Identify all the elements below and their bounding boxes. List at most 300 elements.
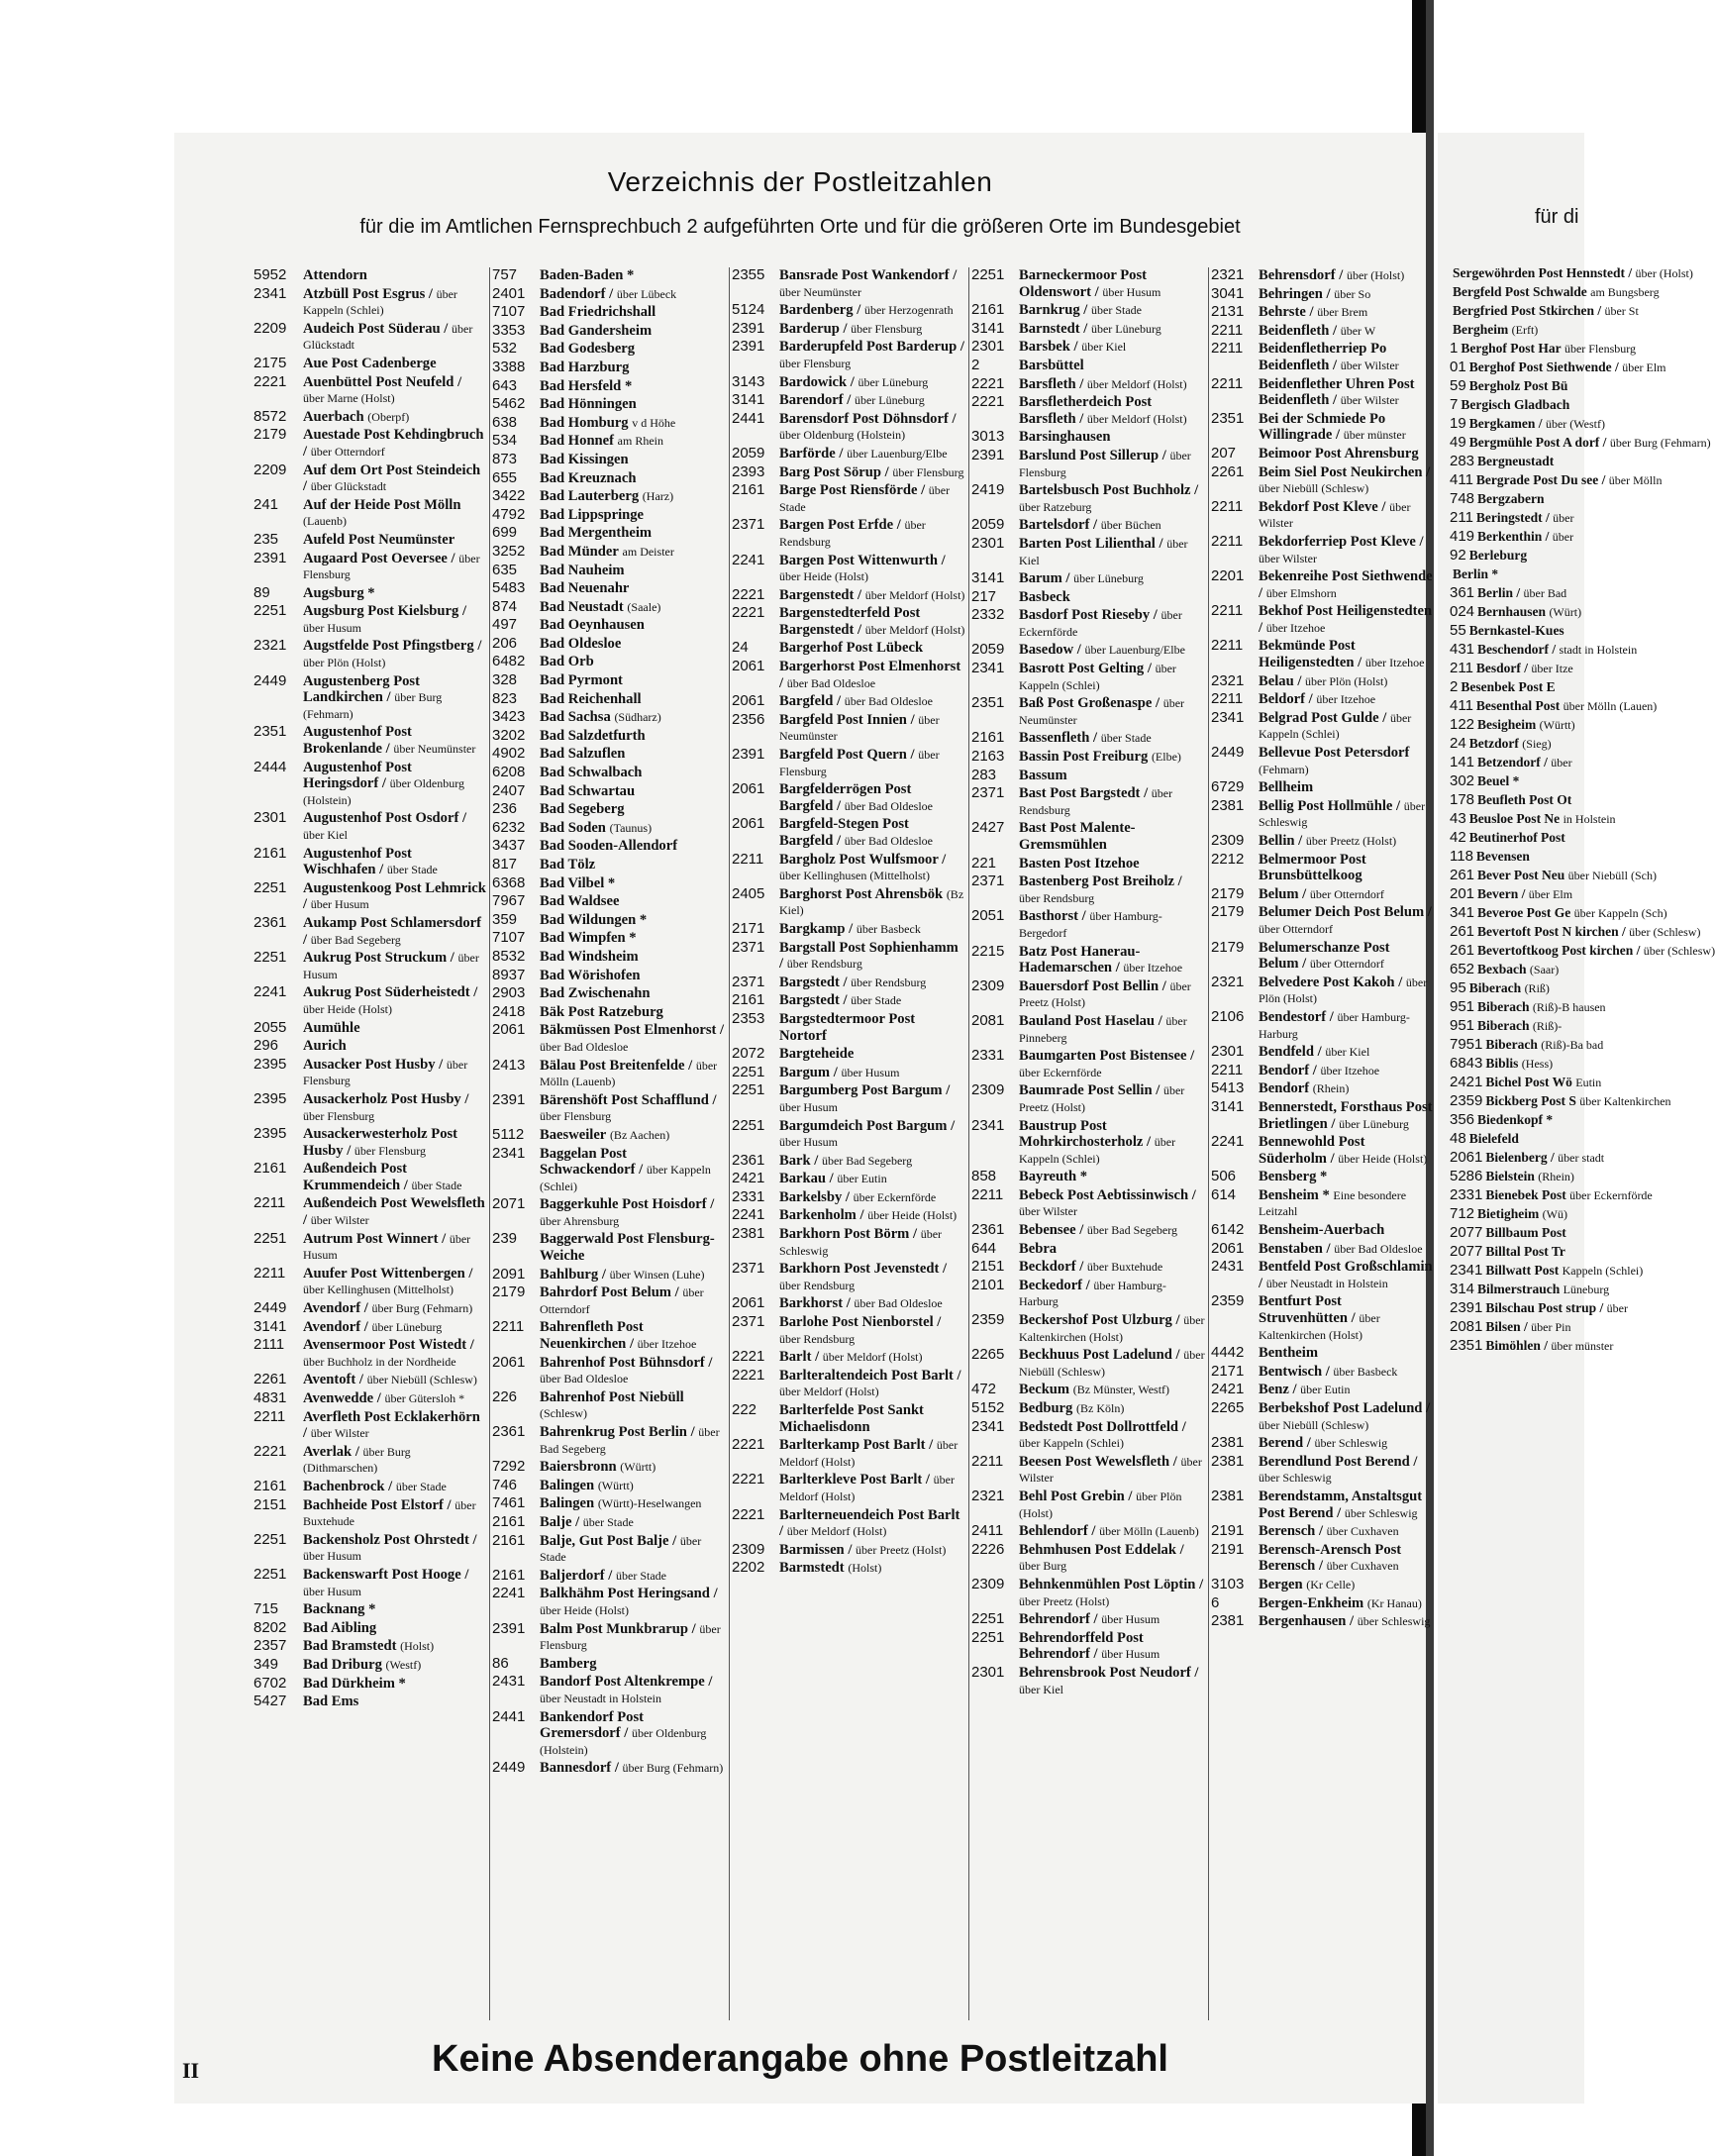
postal-code: 2059	[971, 516, 1005, 534]
place-note: (Schlesw)	[540, 1406, 587, 1421]
place-name: Bergneustadt	[1477, 454, 1555, 468]
place-name: Bast Post Malente-Gremsmühlen	[1019, 820, 1136, 853]
postal-code: 2071	[492, 1195, 526, 1213]
list-item	[490, 672, 726, 689]
place-note: über Husum	[303, 1231, 471, 1263]
place-name: Bernhausen	[1477, 604, 1547, 619]
place-note: (Elbe)	[1151, 750, 1181, 765]
place-name: Beusloe Post Ne	[1468, 811, 1561, 826]
place-note: über Winsen (Luhe)	[609, 1267, 705, 1282]
place-note: über Husum	[303, 951, 479, 981]
place-name: Bad Mergentheim	[540, 525, 653, 542]
list-item	[1209, 267, 1433, 284]
postal-code: 4792	[492, 505, 526, 523]
place-name: Bensheim-Auerbach	[1259, 1222, 1385, 1239]
place-note: am Rhein	[617, 434, 663, 449]
place-note: über Schleswig	[1357, 1614, 1431, 1629]
list-item	[1209, 1400, 1433, 1433]
postal-code: 2241	[253, 983, 287, 1001]
list-item	[490, 359, 726, 376]
place-note: über münster	[1343, 428, 1406, 443]
postal-code: 302	[1450, 772, 1475, 789]
list-item	[490, 930, 726, 947]
place-note: über Meldorf (Holst)	[779, 1473, 955, 1503]
list-item	[252, 1567, 486, 1599]
postal-code: 6208	[492, 764, 526, 781]
postal-code: 2393	[732, 462, 765, 480]
place-name: Bergenhausen /	[1259, 1613, 1355, 1630]
place-name: Bad Harzburg	[540, 359, 630, 375]
place-note: über Kiel	[1019, 1682, 1063, 1696]
place-note: (Erft)	[1511, 323, 1539, 337]
list-item	[969, 1048, 1205, 1080]
list-item	[252, 356, 486, 372]
place-note: über Eckernförde	[1019, 1065, 1102, 1079]
postal-code: 2431	[492, 1673, 526, 1691]
list-item	[1450, 736, 1584, 752]
postal-code: 2251	[253, 1565, 287, 1583]
place-name: Beidenflether Uhren Post Beidenfleth /	[1259, 375, 1415, 409]
list-item	[969, 1400, 1205, 1417]
place-note: (Südharz)	[614, 710, 661, 725]
place-note: über Hamburg-Harburg	[1259, 1009, 1410, 1041]
place-note: über Burg (Fehmarn)	[622, 1761, 724, 1776]
list-item	[490, 396, 726, 413]
place-name: Augsburg *	[303, 584, 375, 601]
postal-code: 2421	[732, 1170, 765, 1187]
place-note: über Wilster	[1259, 551, 1317, 565]
list-item	[252, 846, 486, 878]
place-name: Bekmünde Post Heiligenstedten /	[1259, 638, 1362, 671]
place-note: Eine besondere Leitzahl	[1259, 1187, 1407, 1219]
place-note: über Elmshorn	[1265, 585, 1337, 600]
list-item	[1209, 1293, 1433, 1343]
place-note: über Kappeln (Sch)	[1573, 906, 1667, 920]
place-name: Barförde /	[779, 445, 844, 462]
list-item	[1450, 378, 1584, 394]
place-note: über Husum	[1101, 1612, 1160, 1627]
postal-code: 2251	[971, 1628, 1005, 1646]
postal-code: 757	[492, 266, 518, 283]
place-note: (Oberpf)	[367, 409, 410, 424]
list-item	[730, 1065, 965, 1081]
postal-code: 2179	[1211, 884, 1245, 902]
postal-code: 2215	[971, 942, 1005, 960]
place-name: Ausackerholz Post Husby /	[303, 1090, 469, 1107]
place-note: über Husum	[779, 1099, 838, 1114]
place-note: über Wilster	[310, 1426, 369, 1441]
postal-code: 2381	[1211, 1612, 1245, 1630]
list-item	[1450, 998, 1606, 1015]
place-name: Biberach	[1468, 980, 1522, 995]
postal-code: 43	[1450, 810, 1466, 827]
list-item	[252, 1319, 486, 1336]
place-note: über Schleswig	[1344, 1505, 1418, 1520]
list-item	[730, 693, 965, 710]
postal-code: 2221	[253, 372, 287, 390]
list-item	[490, 820, 726, 837]
place-name: Bargstedtermoor Post Nortorf	[779, 1010, 916, 1044]
place-note: (Riß)-B hausen	[1532, 1000, 1606, 1014]
postal-code: 3388	[492, 358, 526, 375]
place-name: Bentfeld Post Großschlamin /	[1259, 1259, 1433, 1291]
list-item	[252, 984, 486, 1017]
place-name: Barlohe Post Nienborstel /	[779, 1314, 942, 1331]
place-name: Barlt /	[779, 1349, 820, 1366]
list-item	[1209, 710, 1433, 743]
place-name: Beckhuus Post Ladelund /	[1019, 1347, 1180, 1364]
place-name: Betzendorf /	[1477, 755, 1548, 770]
postal-code: 2211	[1211, 340, 1244, 358]
place-name: Bargum /	[779, 1064, 838, 1080]
postal-code: 6843	[1450, 1055, 1483, 1072]
postal-code: 2341	[253, 284, 287, 302]
place-note: über Itze	[1531, 662, 1573, 675]
postal-code: 211	[1450, 660, 1473, 676]
list-item	[969, 642, 1205, 659]
list-item	[969, 570, 1205, 587]
place-name: Bad Honnef	[540, 433, 615, 450]
place-note: über Rendsburg	[851, 975, 927, 989]
list-item	[730, 640, 965, 657]
place-name: Bellheim	[1259, 779, 1314, 796]
place-note: über Meldorf (Holst)	[1086, 411, 1187, 426]
place-name: Bad Münder	[540, 543, 619, 560]
place-note: über Stade	[411, 1178, 462, 1192]
place-name: Bienebek Post	[1485, 1187, 1566, 1202]
place-name: Barendorf /	[779, 392, 852, 409]
postal-code: 2449	[253, 671, 287, 689]
place-note: über Mölln (Lauen)	[1563, 699, 1658, 713]
place-name: Bartelsbusch Post Buchholz /	[1019, 482, 1199, 499]
list-item	[1450, 303, 1639, 319]
place-name: Bassenfleth /	[1019, 730, 1098, 747]
list-item	[1450, 867, 1657, 883]
postal-code: 6142	[1211, 1221, 1245, 1239]
postal-code: 2221	[253, 1442, 287, 1460]
place-name: Bickberg Post S	[1485, 1093, 1576, 1108]
list-item	[490, 599, 726, 616]
place-name: Barlterkamp Post Barlt /	[779, 1437, 934, 1454]
place-name: Bardowick /	[779, 373, 855, 390]
place-note: über Stade	[1100, 731, 1152, 746]
list-item	[969, 517, 1205, 534]
place-name: Belgrad Post Gulde /	[1259, 709, 1387, 726]
list-item	[1450, 1281, 1610, 1297]
list-item	[490, 452, 726, 468]
place-note: über Rendsburg	[786, 957, 862, 972]
place-name: Bad Windsheim	[540, 948, 639, 965]
place-note: über Heide (Holst)	[540, 1602, 629, 1617]
list-item	[969, 1118, 1205, 1168]
postal-code: 221	[971, 854, 997, 872]
list-item	[252, 409, 486, 426]
postal-code: 01	[1450, 359, 1466, 375]
place-note: (Kr Celle)	[1306, 1577, 1356, 1591]
place-name: Bergen-Enkheim	[1259, 1594, 1364, 1611]
place-name: Bauersdorf Post Bellin /	[1019, 977, 1166, 994]
postal-code: 2359	[1211, 1292, 1245, 1310]
place-note: über So	[1334, 286, 1371, 301]
place-note: über Glückstadt	[303, 321, 473, 353]
place-name: Bad Soden	[540, 819, 606, 836]
postal-code: 2371	[971, 873, 1005, 890]
place-note: über Meldorf (Holst)	[779, 1438, 958, 1469]
postal-code: 8532	[492, 947, 526, 965]
place-note: über Flensburg	[353, 1143, 427, 1158]
place-name: Bargerhorst Post Elmenhorst /	[779, 659, 961, 691]
place-name: Backensholz Post Ohrstedt /	[303, 1531, 477, 1548]
place-name: Aurich	[303, 1038, 347, 1055]
place-name: Außendeich Post Wewelsfleth /	[303, 1195, 485, 1229]
place-note: in Holstein	[1563, 812, 1616, 826]
postal-code: 8202	[253, 1618, 287, 1636]
place-note: über Eutin	[837, 1172, 887, 1186]
place-name: Bad Wörishofen	[540, 967, 641, 983]
postal-code: 2161	[253, 844, 287, 862]
place-name: Bad Schwartau	[540, 782, 636, 799]
list-item	[730, 267, 965, 300]
place-name: Bahrenfleth Post Neuenkirchen /	[540, 1319, 644, 1353]
list-item	[1450, 1036, 1604, 1053]
postal-code: 86	[492, 1654, 509, 1672]
place-note: über (Schlesw)	[1643, 944, 1715, 958]
place-note: über Kappeln (Schlei)	[1019, 662, 1176, 692]
postal-code: 1	[1450, 340, 1459, 357]
postal-code: 3141	[732, 391, 765, 409]
postal-code: 2341	[971, 1116, 1005, 1134]
place-name: Bergisch Gladbach	[1461, 397, 1570, 412]
place-name: Behmhusen Post Eddelak /	[1019, 1541, 1184, 1558]
place-note: über Wilster	[1019, 1204, 1077, 1219]
place-note: über Oldenburg (Holstein)	[303, 776, 465, 807]
place-note: über Preetz (Holst)	[1019, 1083, 1185, 1114]
place-note: (Wü)	[1542, 1207, 1567, 1221]
place-name: Bad Vilbel *	[540, 874, 616, 891]
list-item	[1450, 1206, 1584, 1222]
place-name: Basten Post Itzehoe	[1019, 855, 1140, 872]
place-note: über Eckernförde	[1019, 608, 1182, 639]
place-note: über Neumünster	[1019, 696, 1185, 727]
place-name: Baumgarten Post Bistensee /	[1019, 1048, 1195, 1065]
list-item	[1450, 1131, 1584, 1147]
place-note: über Husum	[841, 1065, 900, 1079]
postal-code: 2381	[732, 1225, 765, 1243]
list-item	[969, 1665, 1205, 1697]
place-name: Barmstedt	[779, 1560, 845, 1577]
place-note: über Meldorf (Holst)	[822, 1350, 923, 1365]
list-item	[252, 1620, 486, 1637]
place-name: Basrott Post Gelting /	[1019, 661, 1152, 677]
postal-code: 2161	[732, 991, 765, 1009]
postal-code: 24	[1450, 735, 1466, 752]
place-note: über (Holst)	[1346, 268, 1405, 282]
place-note: über Flensburg	[892, 464, 964, 479]
postal-code: 3437	[492, 837, 526, 855]
place-name: Aukrug Post Struckum /	[303, 950, 454, 967]
postal-code: 2331	[971, 1047, 1005, 1065]
list-item	[490, 1674, 726, 1706]
postal-code: 643	[492, 376, 518, 394]
postal-code: 2059	[971, 641, 1005, 659]
column-5	[1208, 267, 1433, 2020]
place-name: Bargfeld-Stegen Post Bargfeld /	[779, 816, 909, 849]
place-name: Auestade Post Kehdingbruch /	[303, 427, 484, 460]
place-note: über Flensburg	[779, 356, 852, 370]
place-name: Bachheide Post Elstorf /	[303, 1496, 452, 1513]
list-item	[1209, 1364, 1433, 1381]
postal-code: 7461	[492, 1494, 526, 1512]
postal-code: 2265	[971, 1346, 1005, 1364]
place-note: über Marne (Holst)	[303, 391, 395, 406]
place-name: Bendestorf /	[1259, 1008, 1334, 1025]
place-name: Bad Ems	[303, 1694, 359, 1710]
list-item	[490, 783, 726, 800]
place-name: Beldorf /	[1259, 691, 1313, 708]
place-name: Behrensbrook Post Neudorf /	[1019, 1664, 1199, 1681]
place-note: über Neumünster	[779, 712, 940, 744]
place-name: Barderupfeld Post Barderup /	[779, 339, 964, 356]
list-item	[730, 1207, 965, 1224]
place-name: Bargen Post Wittenwurth /	[779, 552, 946, 568]
place-name: Basedow /	[1019, 642, 1081, 659]
postal-code: 2361	[732, 1151, 765, 1169]
list-item	[252, 532, 486, 549]
list-item	[1450, 1169, 1584, 1184]
postal-code: 2211	[1211, 602, 1244, 620]
postal-code: 746	[492, 1476, 518, 1493]
place-name: Barlterneuendeich Post Barlt /	[779, 1506, 960, 1540]
list-item	[969, 358, 1205, 374]
place-note: (Riß)	[1524, 981, 1550, 995]
list-item	[969, 1347, 1205, 1380]
place-note: über Kaltenkirchen (Holst)	[1259, 1311, 1380, 1342]
list-item	[1209, 1099, 1433, 1132]
place-note: über Lüneburg	[1090, 321, 1161, 336]
page-number: II	[182, 2058, 200, 2083]
postal-code: 2359	[971, 1311, 1005, 1329]
postal-code: 2441	[732, 409, 765, 427]
postal-code: 3103	[1211, 1575, 1245, 1592]
place-note: über Husum	[1101, 1647, 1160, 1662]
place-name: Bensheim *	[1259, 1186, 1330, 1203]
place-name: Bäk Post Ratzeburg	[540, 1003, 663, 1020]
postal-code: 2151	[253, 1495, 287, 1513]
place-name: Berbekshof Post Ladelund /	[1259, 1400, 1431, 1416]
place-note: über Meldorf (Holst)	[1086, 376, 1187, 391]
list-item	[252, 1195, 486, 1228]
list-item	[1209, 975, 1433, 1007]
place-note: über Cuxhaven	[1326, 1559, 1399, 1574]
place-note: über Pin	[1531, 1320, 1571, 1334]
postal-code: 506	[1211, 1168, 1237, 1185]
place-name: Aukrug Post Süderheistedt /	[303, 984, 478, 1001]
list-item	[1209, 886, 1433, 903]
place-name: Bennerstedt, Forsthaus Post Brietlingen /	[1259, 1098, 1433, 1132]
list-item	[1450, 962, 1584, 977]
place-name: Bark /	[779, 1152, 819, 1169]
column-1	[252, 267, 486, 2020]
list-item	[969, 482, 1205, 515]
postal-code: 2171	[1211, 1362, 1245, 1380]
place-note: über Elm	[1528, 887, 1573, 901]
place-name: Bad Lippspringe	[540, 506, 645, 523]
place-note: (Bz Münster, Westf)	[1072, 1383, 1170, 1397]
list-item	[1209, 904, 1433, 937]
place-name: Bärenshöft Post Schafflund /	[540, 1091, 717, 1108]
place-note: über Husum	[303, 1549, 361, 1564]
place-name: Bargfelderrögen Post Bargfeld /	[779, 781, 912, 814]
place-note: über Lauenburg/Elbe	[847, 446, 948, 461]
place-note: (Holst)	[400, 1639, 435, 1654]
place-note: über Kellinghusen (Mittelholst)	[303, 1283, 454, 1297]
place-name: Baesweiler	[540, 1126, 607, 1143]
place-name: Baustrup Post Mohrkirchosterholz /	[1019, 1117, 1152, 1151]
place-note: über Meldorf (Holst)	[786, 1524, 887, 1539]
place-name: Beveroe Post Ge	[1477, 905, 1571, 920]
list-item	[490, 1267, 726, 1283]
place-name: Baljerdorf /	[540, 1567, 613, 1584]
place-name: Benz /	[1259, 1382, 1297, 1398]
place-name: Bamberg	[540, 1655, 597, 1672]
postal-code: 2161	[971, 729, 1005, 747]
place-name: Bergrade Post Du see /	[1475, 472, 1606, 487]
place-name: Billbaum Post	[1485, 1225, 1566, 1240]
place-name: Behrensdorf /	[1259, 267, 1344, 283]
place-note: über	[1553, 511, 1574, 525]
list-item	[1450, 1244, 1584, 1260]
postal-code: 2353	[732, 1009, 765, 1027]
list-item	[1450, 340, 1637, 357]
list-item	[1450, 1319, 1584, 1335]
postal-code: 296	[253, 1037, 279, 1055]
place-name: Bargenstedterfeld Post Bargenstedt /	[779, 605, 921, 638]
place-name: Bevertoft Post N kirchen /	[1477, 924, 1626, 939]
place-note: über Flensburg	[1564, 342, 1637, 356]
place-name: Berensch-Arensch Post Berensch /	[1259, 1541, 1402, 1575]
postal-code: 5152	[971, 1399, 1005, 1416]
postal-code: 2151	[971, 1258, 1005, 1276]
place-name: Besigheim	[1477, 717, 1537, 732]
place-name: Bargerhof Post Lübeck	[779, 640, 924, 657]
list-item	[730, 781, 965, 814]
postal-code: 141	[1450, 754, 1475, 770]
list-item	[490, 1495, 726, 1512]
postal-code: 2441	[492, 1707, 526, 1725]
place-name: Bad Wimpfen *	[540, 930, 637, 947]
list-item	[969, 536, 1205, 568]
place-name: Berlin /	[1477, 585, 1521, 600]
place-note: über Gütersloh *	[384, 1391, 465, 1405]
place-name: Bad Kissingen	[540, 451, 629, 467]
place-name: Bargkamp /	[779, 920, 854, 937]
place-name: Beckedorf /	[1019, 1277, 1090, 1293]
place-name: Barsbüttel	[1019, 357, 1084, 373]
postal-code: 874	[492, 597, 518, 615]
postal-code: 2391	[492, 1619, 526, 1637]
postal-code: 2391	[1450, 1299, 1483, 1316]
place-name: Bebeck Post Aebtissinwisch /	[1019, 1186, 1196, 1203]
list-item	[252, 1337, 486, 1370]
postal-code: 2179	[1211, 938, 1245, 956]
list-item	[1209, 411, 1433, 444]
place-name: Barsbek /	[1019, 339, 1078, 356]
postal-code: 2221	[732, 585, 765, 603]
place-name: Bilsen /	[1485, 1319, 1528, 1334]
place-note: über Plön (Holst)	[1305, 673, 1388, 688]
list-item	[1209, 779, 1433, 796]
place-name: Barkhorn Post Börm /	[779, 1226, 918, 1243]
